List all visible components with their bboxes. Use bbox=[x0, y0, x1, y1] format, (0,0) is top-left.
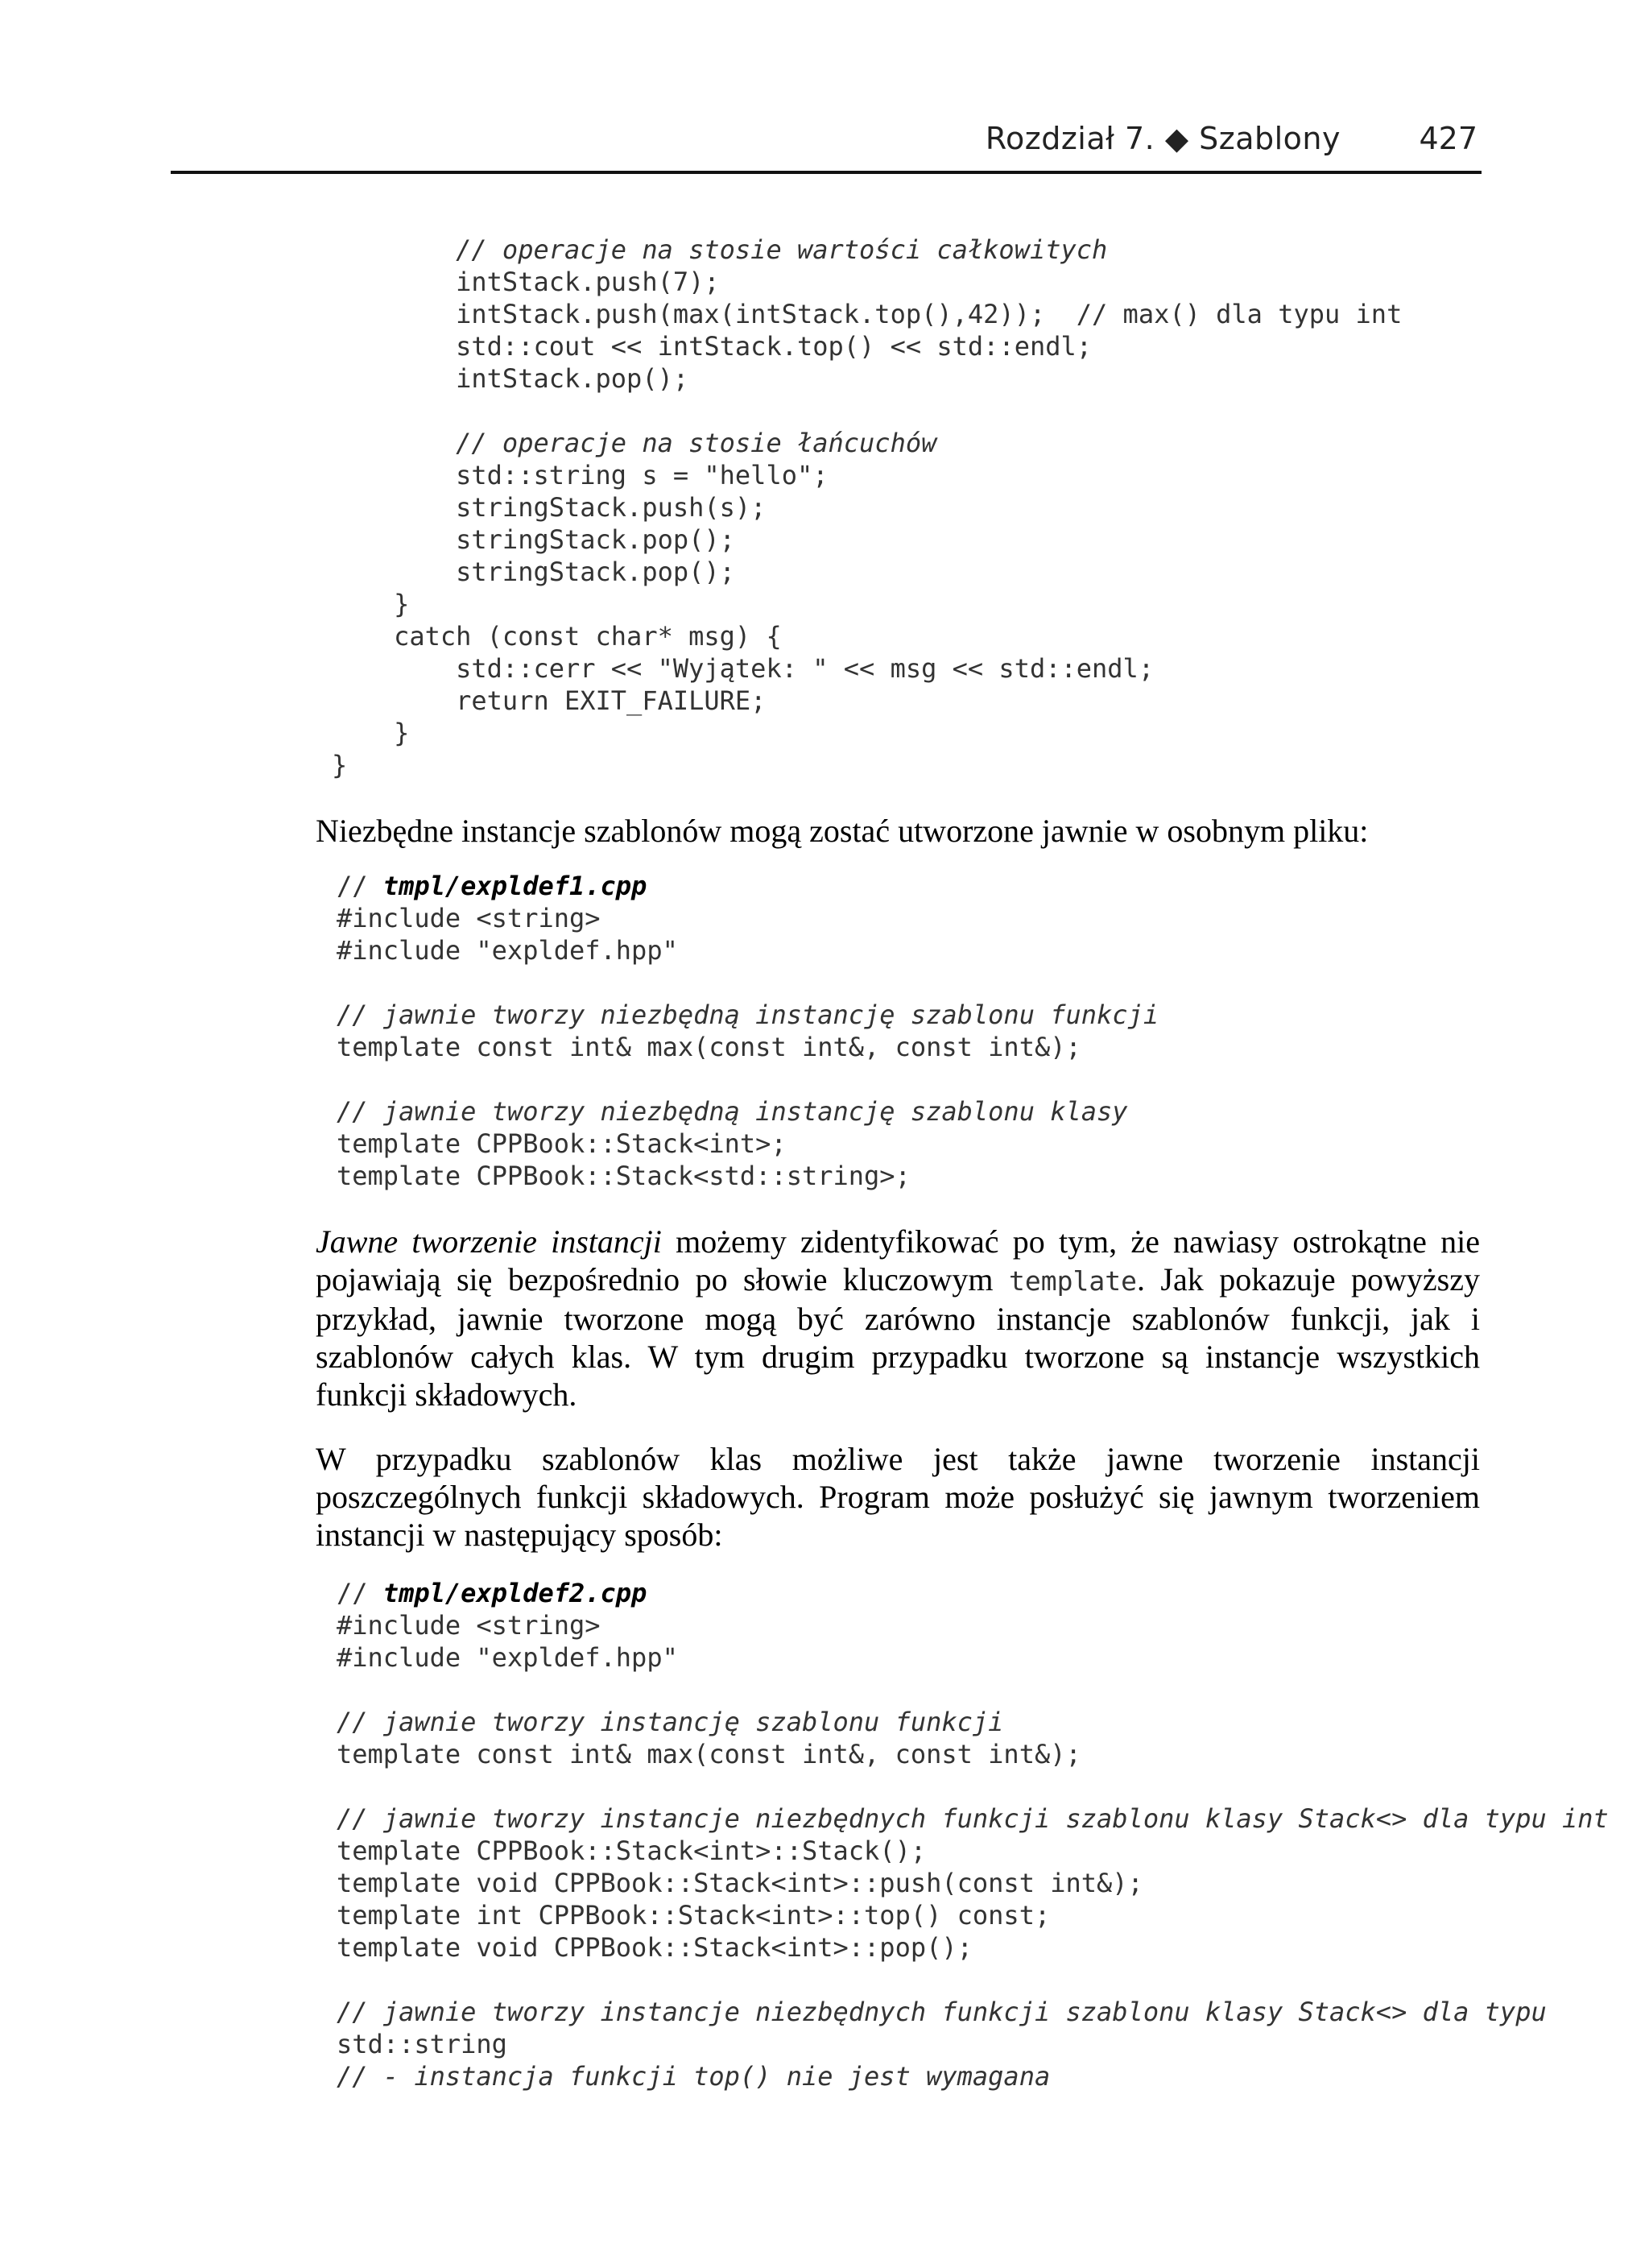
code-line: template void CPPBook::Stack<int>::push(const int&); bbox=[337, 1868, 1143, 1898]
code-line: // operacje na stosie łańcuchów bbox=[332, 428, 937, 458]
code-line: intStack.push(7); bbox=[332, 267, 720, 297]
code-line: #include <string> bbox=[337, 903, 601, 933]
code-line: template void CPPBook::Stack<int>::pop(); bbox=[337, 1932, 973, 1963]
code-line: // jawnie tworzy niezbędną instancję szablonu funkcji bbox=[337, 999, 1159, 1030]
code-line: intStack.pop(); bbox=[332, 363, 689, 394]
code-line bbox=[337, 966, 1159, 999]
code-line: template CPPBook::Stack<std::string>; bbox=[337, 1161, 911, 1191]
code-line: std::cout << intStack.top() << std::endl; bbox=[332, 331, 1093, 362]
paragraph-explicit-instantiation: Jawne tworzenie instancji możemy zidentyfikować po tym, że nawiasy ostrokątne nie pojawiają się bezpośrednio po słowie kluczowym template. Jak pokazuje powyższy przykład, jawnie tworzone mogą być zarówno instancje szablonów funkcji, jak i szablonów całych klas. W tym drugim przypadku tworzone są instancje wszystkich funkcji składowych. bbox=[316, 1223, 1480, 1413]
code-line: // jawnie tworzy niezbędną instancję szablonu klasy bbox=[337, 1096, 1128, 1127]
code-line bbox=[337, 1063, 1159, 1095]
code-line: } bbox=[332, 750, 348, 780]
code-line bbox=[332, 395, 1402, 427]
code-line: template int CPPBook::Stack<int>::top() const; bbox=[337, 1900, 1051, 1931]
code-line: // jawnie tworzy instancje niezbędnych funkcji szablonu klasy Stack<> dla typu bbox=[337, 1997, 1547, 2027]
code-line: // jawnie tworzy instancję szablonu funkcji bbox=[337, 1707, 1004, 1737]
code-line: std::cerr << "Wyjątek: " << msg << std::endl; bbox=[332, 653, 1155, 684]
code-line: template const int& max(const int&, const int&); bbox=[337, 1032, 1081, 1062]
code-line: template CPPBook::Stack<int>; bbox=[337, 1128, 787, 1159]
code-line: #include "expldef.hpp" bbox=[337, 935, 678, 966]
paragraph-member-instantiation: W przypadku szablonów klas możliwe jest także jawne tworzenie instancji poszczególnych funkcji składowych. Program może posłużyć się jawnym tworzeniem instancji w następujący sposób: bbox=[316, 1441, 1480, 1553]
code-line: template const int& max(const int&, const int&); bbox=[337, 1739, 1081, 1769]
code-line: } bbox=[332, 718, 410, 748]
running-header bbox=[171, 121, 1482, 174]
code-line bbox=[337, 1964, 1609, 1996]
code-filename: tmpl/expldef1.cpp bbox=[382, 871, 647, 901]
code-line: std::string s = "hello"; bbox=[332, 460, 829, 490]
code-line: template CPPBook::Stack<int>::Stack(); bbox=[337, 1836, 927, 1866]
code-line: stringStack.push(s); bbox=[332, 492, 767, 523]
code-block-main-function bbox=[332, 234, 1402, 781]
code-filename-line: // tmpl/expldef1.cpp bbox=[337, 871, 647, 901]
code-line: #include "expldef.hpp" bbox=[337, 1642, 678, 1673]
code-filename: tmpl/expldef2.cpp bbox=[382, 1578, 647, 1608]
paragraph-explicit-instances-intro: Niezbędne instancje szablonów mogą zostać utworzone jawnie w osobnym pliku: bbox=[316, 813, 1369, 849]
keyword-template: template bbox=[1009, 1265, 1137, 1297]
code-line: // - instancja funkcji top() nie jest wymagana bbox=[337, 2061, 1051, 2092]
term-explicit-instantiation: Jawne tworzenie instancji bbox=[316, 1223, 662, 1260]
code-line: return EXIT_FAILURE; bbox=[332, 685, 767, 716]
code-line: intStack.push(max(intStack.top(),42)); // max() dla typu int bbox=[332, 299, 1403, 329]
code-line: catch (const char* msg) { bbox=[332, 621, 782, 652]
code-line bbox=[337, 1674, 1609, 1706]
code-filename-line: // tmpl/expldef2.cpp bbox=[337, 1578, 647, 1608]
code-block-expldef2 bbox=[337, 1577, 1609, 2092]
code-line bbox=[337, 1770, 1609, 1802]
code-line: std::string bbox=[337, 2029, 507, 2059]
code-block-expldef1 bbox=[337, 870, 1159, 1192]
page-number: 427 bbox=[1419, 121, 1477, 156]
code-line: } bbox=[332, 589, 410, 619]
code-line: stringStack.pop(); bbox=[332, 524, 735, 555]
code-line: #include <string> bbox=[337, 1610, 601, 1641]
chapter-title: Rozdział 7. ◆ Szablony bbox=[985, 121, 1341, 156]
code-line: // operacje na stosie wartości całkowitych bbox=[332, 234, 1108, 265]
code-line: stringStack.pop(); bbox=[332, 557, 735, 587]
code-line: // jawnie tworzy instancje niezbędnych funkcji szablonu klasy Stack<> dla typu int bbox=[337, 1803, 1609, 1834]
